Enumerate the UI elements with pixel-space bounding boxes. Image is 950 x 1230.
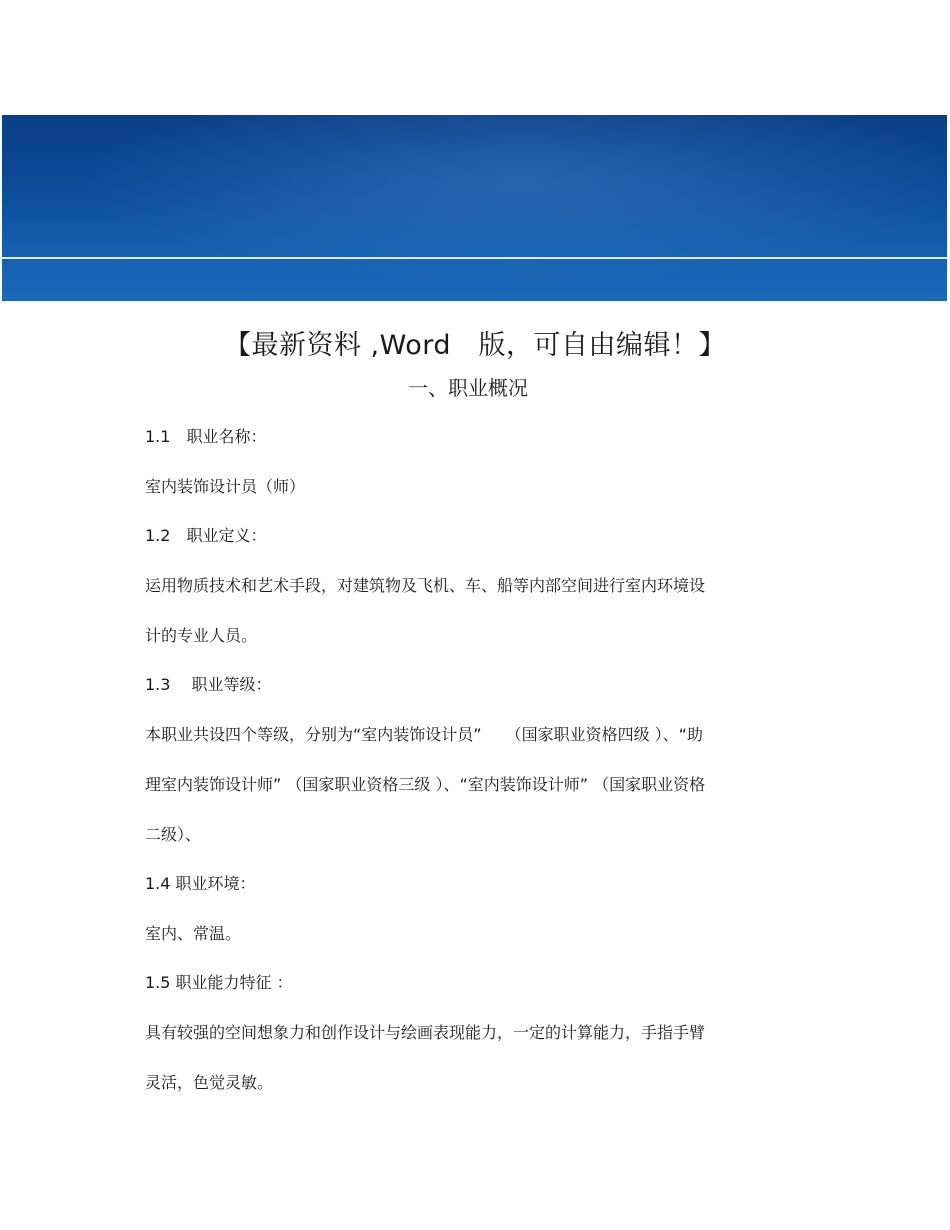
paragraph-line: 运用物质技术和艺术手段，对建筑物及飞机、车、船等内部空间进行室内环境设 [145,576,706,595]
banner-glow [2,115,947,301]
paragraph-line: 本职业共设四个等级，分别为“室内装饰设计员” （国家职业资格四级 ）、“助 [145,725,703,744]
section-heading: 一、职业概况 [408,376,528,400]
document-title: 【最新资料 ,Word 版，可自由编辑！】 [223,330,727,361]
heading-1-5: 1.5 职业能力特征 ： [145,973,293,992]
paragraph-line: 灵活，色觉灵敏。 [145,1073,274,1092]
heading-1-2: 1.2 职业定义： [145,526,267,545]
heading-1-4: 1.4 职业环境： [145,874,256,893]
paragraph-line: 具有较强的空间想象力和创作设计与绘画表现能力，一定的计算能力，手指手臂 [145,1023,706,1042]
banner-stripe [2,257,947,259]
paragraph-line: 二级）、 [145,825,202,844]
paragraph-line: 室内装饰设计员（师） [145,477,306,496]
paragraph-line: 计的专业人员。 [145,626,258,645]
heading-1-1: 1.1 职业名称： [145,427,267,446]
header-banner [2,115,947,301]
heading-1-3: 1.3 职业等级： [145,675,272,694]
paragraph-line: 理室内装饰设计师” （国家职业资格三级 ）、“室内装饰设计师” （国家职业资格 [145,775,706,794]
paragraph-line: 室内、常温。 [145,924,242,943]
